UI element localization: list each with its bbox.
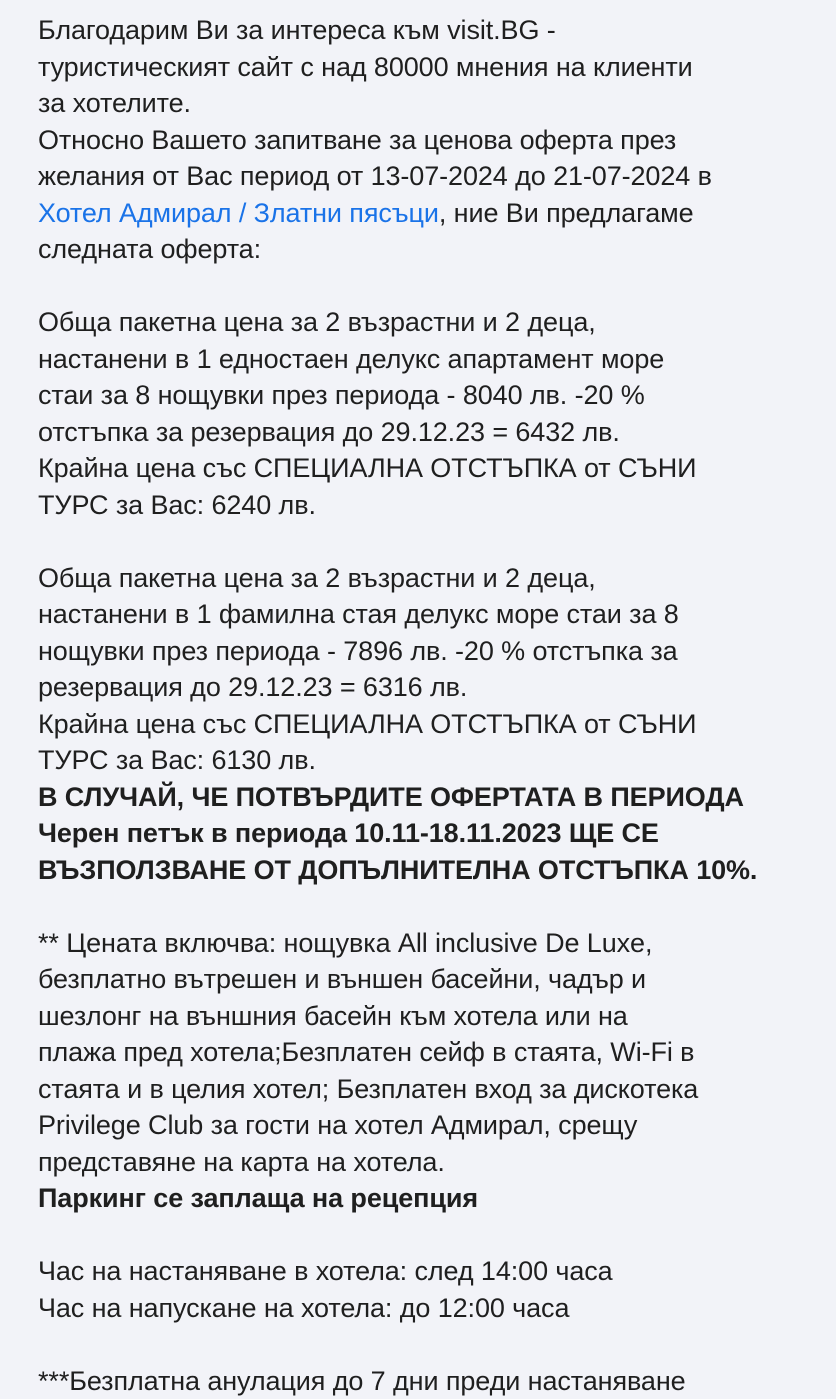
offer2-line-4: резервация до 29.12.23 = 6316 лв. bbox=[38, 669, 828, 706]
offer1-line-3: стаи за 8 нощувки през периода - 8040 лв. -20 % bbox=[38, 377, 828, 414]
includes-line-3: шезлонг на външния басейн към хотела или на bbox=[38, 998, 828, 1035]
spacer bbox=[38, 1217, 828, 1254]
spacer bbox=[38, 523, 828, 560]
cancellation-note: ***Безплатна анулация до 7 дни преди настаняване bbox=[38, 1363, 828, 1399]
offer2-line-3: нощувки през периода - 7896 лв. -20 % отстъпка за bbox=[38, 633, 828, 670]
offer2-line-6: ТУРС за Вас: 6130 лв. bbox=[38, 742, 828, 779]
intro-line-4: Относно Вашето запитване за ценова оферта през bbox=[38, 122, 828, 159]
promo-line-2: Черен петък в периода 10.11-18.11.2023 ЩЕ СЕ bbox=[38, 815, 828, 852]
intro-line-5: желания от Вас период от 13-07-2024 до 21-07-2024 в bbox=[38, 158, 828, 195]
parking-note: Паркинг се заплаща на рецепция bbox=[38, 1180, 828, 1217]
spacer bbox=[38, 268, 828, 305]
includes-line-4: плажа пред хотела;Безплатен сейф в стаята, Wi-Fi в bbox=[38, 1034, 828, 1071]
intro-line-2: туристическият сайт с над 80000 мнения на клиенти bbox=[38, 49, 828, 86]
intro-line-1: Благодарим Ви за интереса към visit.BG - bbox=[38, 12, 828, 49]
includes-line-2: безплатно вътрешен и външен басейни, чадър и bbox=[38, 961, 828, 998]
spacer bbox=[38, 888, 828, 925]
offer1-line-2: настанени в 1 едностаен делукс апартамент море bbox=[38, 341, 828, 378]
intro-line-6 bbox=[38, 195, 828, 232]
email-body bbox=[38, 12, 828, 1399]
intro-line-6-suffix: , ние Ви предлагаме bbox=[439, 198, 694, 228]
intro-line-7: следната оферта: bbox=[38, 231, 828, 268]
offer1-line-4: отстъпка за резервация до 29.12.23 = 6432 лв. bbox=[38, 414, 828, 451]
includes-line-6: Privilege Club за гости на хотел Адмирал, срещу bbox=[38, 1107, 828, 1144]
promo-line-3: ВЪЗПОЛЗВАНЕ ОТ ДОПЪЛНИТЕЛНА ОТСТЪПКА 10%. bbox=[38, 852, 828, 889]
hotel-link[interactable]: Хотел Адмирал / Златни пясъци bbox=[38, 198, 439, 228]
offer1-line-6: ТУРС за Вас: 6240 лв. bbox=[38, 487, 828, 524]
includes-line-7: представяне на карта на хотела. bbox=[38, 1144, 828, 1181]
offer2-line-2: настанени в 1 фамилна стая делукс море стаи за 8 bbox=[38, 596, 828, 633]
includes-line-5: стаята и в целия хотел; Безплатен вход за дискотека bbox=[38, 1071, 828, 1108]
checkout-time: Час на напускане на хотела: до 12:00 часа bbox=[38, 1290, 828, 1327]
spacer bbox=[38, 1326, 828, 1363]
includes-line-1: ** Цената включва: нощувка All inclusive De Luxe, bbox=[38, 925, 828, 962]
promo-line-1: В СЛУЧАЙ, ЧЕ ПОТВЪРДИТЕ ОФЕРТАТА В ПЕРИОДА bbox=[38, 779, 828, 816]
offer1-line-5: Крайна цена със СПЕЦИАЛНА ОТСТЪПКА от СЪНИ bbox=[38, 450, 828, 487]
offer1-line-1: Обща пакетна цена за 2 възрастни и 2 деца, bbox=[38, 304, 828, 341]
offer2-line-5: Крайна цена със СПЕЦИАЛНА ОТСТЪПКА от СЪНИ bbox=[38, 706, 828, 743]
offer2-line-1: Обща пакетна цена за 2 възрастни и 2 деца, bbox=[38, 560, 828, 597]
checkin-time: Час на настаняване в хотела: след 14:00 часа bbox=[38, 1253, 828, 1290]
intro-line-3: за хотелите. bbox=[38, 85, 828, 122]
